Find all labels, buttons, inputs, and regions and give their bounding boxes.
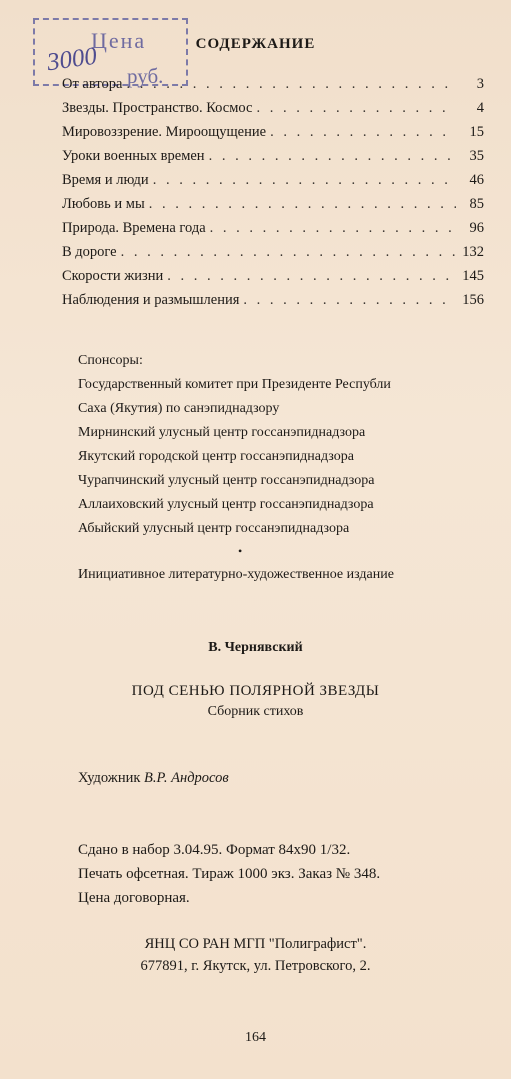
toc-entry-page: 3 — [476, 76, 484, 92]
toc-entry — [62, 292, 484, 316]
sponsors-block — [78, 353, 511, 545]
toc-entry-page: 85 — [469, 196, 484, 212]
toc-entry — [62, 172, 484, 196]
toc-entry-title: От автора — [62, 76, 123, 92]
imprint-line: Печать офсетная. Тираж 1000 экз. Заказ № 348. — [78, 866, 381, 882]
toc-entry-title: Звезды. Пространство. Космос — [62, 100, 253, 116]
toc-entry-page: 46 — [469, 172, 484, 188]
toc-leader — [256, 100, 456, 117]
sponsors-heading: Спонсоры: — [78, 353, 143, 368]
stamp-amount: 3000 — [45, 42, 99, 77]
publisher-line: ЯНЦ СО РАН МГП "Полиграфист". — [144, 936, 367, 952]
publisher-line: 677891, г. Якутск, ул. Петровского, 2. — [140, 958, 371, 974]
toc-leader — [153, 172, 456, 189]
author-name: В. Чернявский — [208, 640, 303, 655]
artist-label: Художник — [78, 770, 145, 786]
toc-entry-title: Наблюдения и размышления — [62, 292, 240, 308]
imprint-block — [78, 842, 380, 914]
toc-entry — [62, 76, 484, 100]
toc-leader — [243, 292, 456, 309]
contents-title: СОДЕРЖАНИЕ — [195, 36, 316, 52]
toc-leader — [210, 220, 456, 237]
sponsor-line: Мирнинский улусный центр госсанэпиднадзора — [78, 425, 366, 440]
book-title: ПОД СЕНЬЮ ПОЛЯРНОЙ ЗВЕЗДЫ — [131, 683, 380, 699]
toc-entry — [62, 244, 484, 268]
toc-entry-title: Любовь и мы — [62, 196, 145, 212]
sponsor-line: Государственный комитет при Президенте Республи — [78, 377, 391, 392]
toc-entry-page: 132 — [462, 244, 484, 260]
sponsor-line: Абыйский улусный центр госсанэпиднадзора — [78, 521, 350, 536]
separator-dot: • — [238, 544, 243, 558]
imprint-line: Сдано в набор 3.04.95. Формат 84х90 1/32. — [78, 842, 351, 858]
artist-name: В.Р. Андросов — [144, 770, 229, 786]
toc-entry — [62, 220, 484, 244]
toc-entry-page: 15 — [469, 124, 484, 140]
sponsor-line: Якутский городской центр госсанэпиднадзора — [78, 449, 354, 464]
page-number: 164 — [245, 1030, 266, 1045]
toc-entry-page: 156 — [462, 292, 484, 308]
toc-entry-title: Мировоззрение. Мироощущение — [62, 124, 267, 140]
toc-leader — [126, 76, 456, 93]
toc-leader — [149, 196, 456, 213]
book-subtitle: Сборник стихов — [207, 704, 304, 719]
toc-entry-title: Время и люди — [62, 172, 149, 188]
toc-entry-page: 35 — [469, 148, 484, 164]
imprint-line: Цена договорная. — [78, 890, 190, 906]
toc-leader — [167, 268, 456, 285]
toc-entry — [62, 148, 484, 172]
toc-entry-page: 145 — [462, 268, 484, 284]
toc-entry — [62, 100, 484, 124]
publisher-block — [0, 936, 511, 980]
toc-entry-title: Скорости жизни — [62, 268, 164, 284]
sponsor-line: Саха (Якутия) по санэпиднадзору — [78, 401, 280, 416]
toc-entry-title: В дороге — [62, 244, 117, 260]
toc-entry — [62, 268, 484, 292]
toc-leader — [121, 244, 456, 261]
toc-leader — [209, 148, 456, 165]
edition-type: Инициативное литературно-художественное издание — [78, 567, 394, 582]
toc-entry-page: 96 — [469, 220, 484, 236]
stamp-unit: руб. — [127, 64, 164, 88]
stamp-word: Цена — [91, 28, 147, 53]
toc-entry-title: Уроки военных времен — [62, 148, 205, 164]
toc-entry-page: 4 — [476, 100, 484, 116]
toc-entry — [62, 196, 484, 220]
sponsor-line: Аллаиховский улусный центр госсанэпиднадзора — [78, 497, 374, 512]
toc-leader — [270, 124, 456, 141]
toc-entry — [62, 124, 484, 148]
toc-entry-title: Природа. Времена года — [62, 220, 206, 236]
sponsor-line: Чурапчинский улусный центр госсанэпиднадзора — [78, 473, 375, 488]
artist-credit — [78, 770, 229, 787]
table-of-contents — [62, 76, 484, 316]
